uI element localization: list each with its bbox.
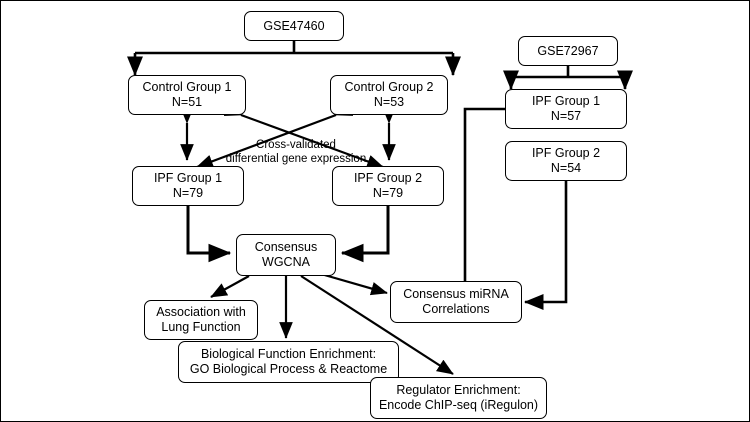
node-label-line2: GO Biological Process & Reactome [189,362,388,376]
node-label-line1: IPF Group 2 [353,171,423,185]
node-label-line2: N=53 [373,95,405,109]
node-ipf-group-2-right[interactable] [505,141,627,181]
node-label-line2: N=57 [550,109,582,123]
node-label-line1: GSE47460 [263,18,325,33]
node-label-line2: Encode ChIP-seq (iRegulon) [378,398,539,412]
node-label-line1: Biological Function Enrichment: [200,347,377,361]
node-label-line2: N=79 [372,186,404,200]
node-label-line1: Regulator Enrichment: [396,383,521,397]
node-association-with-lung-function[interactable] [144,300,258,340]
node-consensus-wgcna[interactable] [236,234,336,276]
node-label-line1: Association with [156,305,246,319]
node-ipf-group-2-left[interactable] [332,166,444,206]
node-label-line2: N=54 [550,161,582,175]
node-label-line1: IPF Group 1 [153,171,223,185]
cross-validated-label-line2: differential gene expression [225,152,367,165]
node-label-line2: Lung Function [161,320,241,334]
node-label-line1: Control Group 1 [142,80,232,94]
node-ipf-group-1-right[interactable] [505,89,627,129]
node-label-line1: Consensus [254,240,318,254]
node-label-line2: Correlations [422,302,490,316]
node-gse47460[interactable] [244,11,344,41]
node-label-line1: Consensus miRNA [403,287,509,301]
node-biological-function-enrichment[interactable] [178,341,399,383]
cross-validated-label [211,139,381,166]
node-label-line1: Control Group 2 [344,80,434,94]
node-consensus-mirna-correlations[interactable] [390,281,522,323]
node-control-group-1[interactable] [128,75,246,115]
node-label-line1: GSE72967 [537,43,599,58]
node-label-line2: WGCNA [262,255,310,269]
node-label-line1: IPF Group 2 [531,146,601,160]
cross-validated-label-line1: Cross-validated [256,139,336,151]
node-ipf-group-1-left[interactable] [132,166,244,206]
node-label-line2: N=79 [172,186,204,200]
node-control-group-2[interactable] [330,75,448,115]
node-regulator-enrichment[interactable] [370,377,547,419]
node-label-line2: N=51 [171,95,203,109]
node-label-line1: IPF Group 1 [531,94,601,108]
node-gse72967[interactable] [518,36,618,66]
